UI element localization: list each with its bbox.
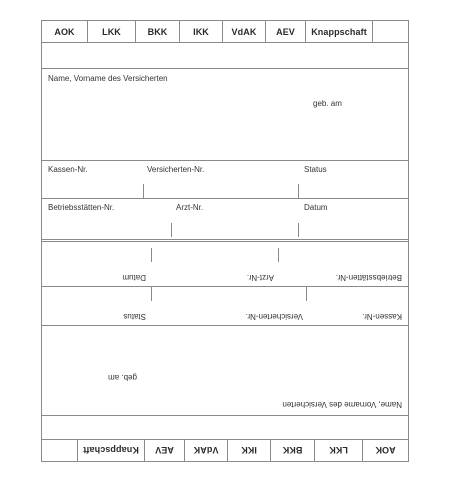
- tab-ikk[interactable]: IKK: [180, 21, 223, 42]
- field-separator-tick: [143, 184, 144, 198]
- versicherten-nr-label: Versicherten-Nr.: [245, 312, 303, 321]
- birthdate-label: geb. am: [108, 373, 137, 382]
- tab-row-spacer: [42, 440, 77, 461]
- insurance-form: [41, 20, 409, 462]
- status-label: Status: [304, 165, 327, 174]
- name-field-label: Name, Vorname des Versicherten: [48, 74, 168, 83]
- tab-ikk[interactable]: IKK: [227, 440, 270, 461]
- arzt-nr-label: Arzt-Nr.: [176, 203, 204, 212]
- row-divider: [42, 160, 408, 161]
- form-half-upright: [42, 21, 408, 241]
- row-divider: [42, 198, 408, 199]
- datum-label: Datum: [304, 203, 328, 212]
- tab-aok[interactable]: AOK: [362, 440, 408, 461]
- tab-aev[interactable]: AEV: [144, 440, 184, 461]
- tab-vdak[interactable]: VdAK: [184, 440, 227, 461]
- form-half-inverted: [42, 241, 408, 461]
- insurer-tab-row: [42, 21, 408, 43]
- field-separator-tick: [151, 248, 152, 262]
- tab-lkk[interactable]: LKK: [88, 21, 136, 42]
- insurer-tab-row: [42, 439, 408, 461]
- tab-row-spacer: [373, 21, 408, 42]
- tab-aok[interactable]: AOK: [42, 21, 88, 42]
- betriebsstaetten-nr-label: Betriebsstätten-Nr.: [335, 273, 402, 282]
- row-divider: [42, 286, 408, 287]
- tab-bkk[interactable]: BKK: [136, 21, 180, 42]
- birthdate-label: geb. am: [313, 99, 342, 108]
- field-separator-tick: [306, 287, 307, 301]
- field-separator-tick: [151, 287, 152, 301]
- row-divider: [42, 325, 408, 326]
- kassen-nr-label: Kassen-Nr.: [362, 312, 402, 321]
- tab-bkk[interactable]: BKK: [270, 440, 314, 461]
- field-separator-tick: [298, 223, 299, 237]
- datum-label: Datum: [122, 273, 146, 282]
- tab-lkk[interactable]: LKK: [314, 440, 362, 461]
- betriebsstaetten-nr-label: Betriebsstätten-Nr.: [48, 203, 115, 212]
- field-separator-tick: [298, 184, 299, 198]
- arzt-nr-label: Arzt-Nr.: [246, 273, 274, 282]
- row-divider: [42, 415, 408, 416]
- kassen-nr-label: Kassen-Nr.: [48, 165, 88, 174]
- versicherten-nr-label: Versicherten-Nr.: [147, 165, 205, 174]
- field-separator-tick: [278, 248, 279, 262]
- status-label: Status: [123, 312, 146, 321]
- tab-aev[interactable]: AEV: [266, 21, 306, 42]
- tab-knappschaft[interactable]: Knappschaft: [77, 440, 144, 461]
- field-separator-tick: [171, 223, 172, 237]
- name-field-label: Name, Vorname des Versicherten: [282, 400, 402, 409]
- row-divider: [42, 68, 408, 69]
- tab-knappschaft[interactable]: Knappschaft: [306, 21, 373, 42]
- tab-vdak[interactable]: VdAK: [223, 21, 266, 42]
